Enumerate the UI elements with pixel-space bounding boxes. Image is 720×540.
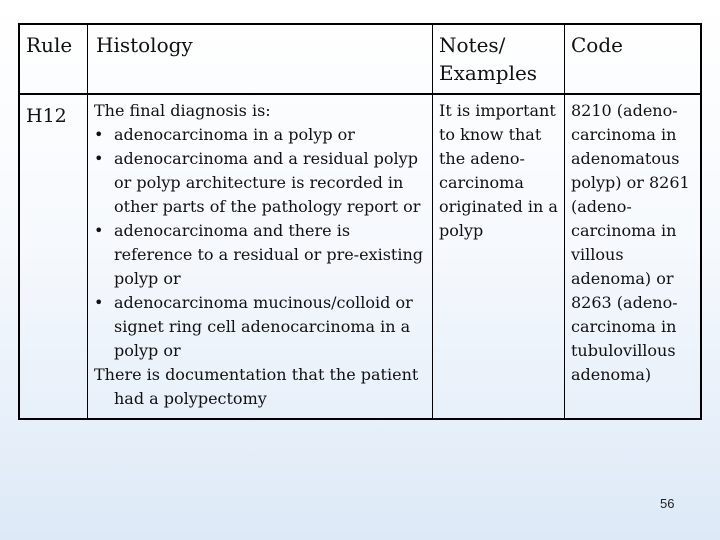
histology-cell xyxy=(94,99,430,411)
rule-id: H12 xyxy=(26,105,67,127)
header-rule: Rule xyxy=(26,33,73,57)
list-item: • adenocarcinoma and a residual polyp or polyp architecture is recorded in other parts of the pathology report or xyxy=(94,147,430,219)
column-divider xyxy=(432,25,433,418)
histology-closing: There is documentation that the patient had a polypectomy xyxy=(94,365,419,408)
code-cell: 8210 (adeno-carcinoma in adenomatous polyp) or 8261 (adeno-carcinoma in villous adenoma) or 8263 (adeno-carcinoma in tubulovillous adenoma) xyxy=(571,101,690,384)
header-histology: Histology xyxy=(96,33,193,57)
list-item: • adenocarcinoma and there is reference to a residual or pre-existing polyp or xyxy=(94,219,430,291)
histology-intro: The final diagnosis is: xyxy=(94,101,271,120)
notes-cell: It is important to know that the adeno-carcinoma originated in a polyp xyxy=(439,101,558,240)
diagnosis-list xyxy=(94,123,430,363)
header-code: Code xyxy=(571,33,623,57)
row-divider xyxy=(20,93,700,95)
list-item: • adenocarcinoma in a polyp or xyxy=(94,123,430,147)
column-divider xyxy=(87,25,88,418)
header-notes-examples: Notes/ Examples xyxy=(439,33,538,85)
rules-table xyxy=(18,23,702,420)
page-number: 56 xyxy=(660,496,675,511)
list-item: • adenocarcinoma mucinous/colloid or signet ring cell adenocarcinoma in a polyp or xyxy=(94,291,430,363)
column-divider xyxy=(564,25,565,418)
